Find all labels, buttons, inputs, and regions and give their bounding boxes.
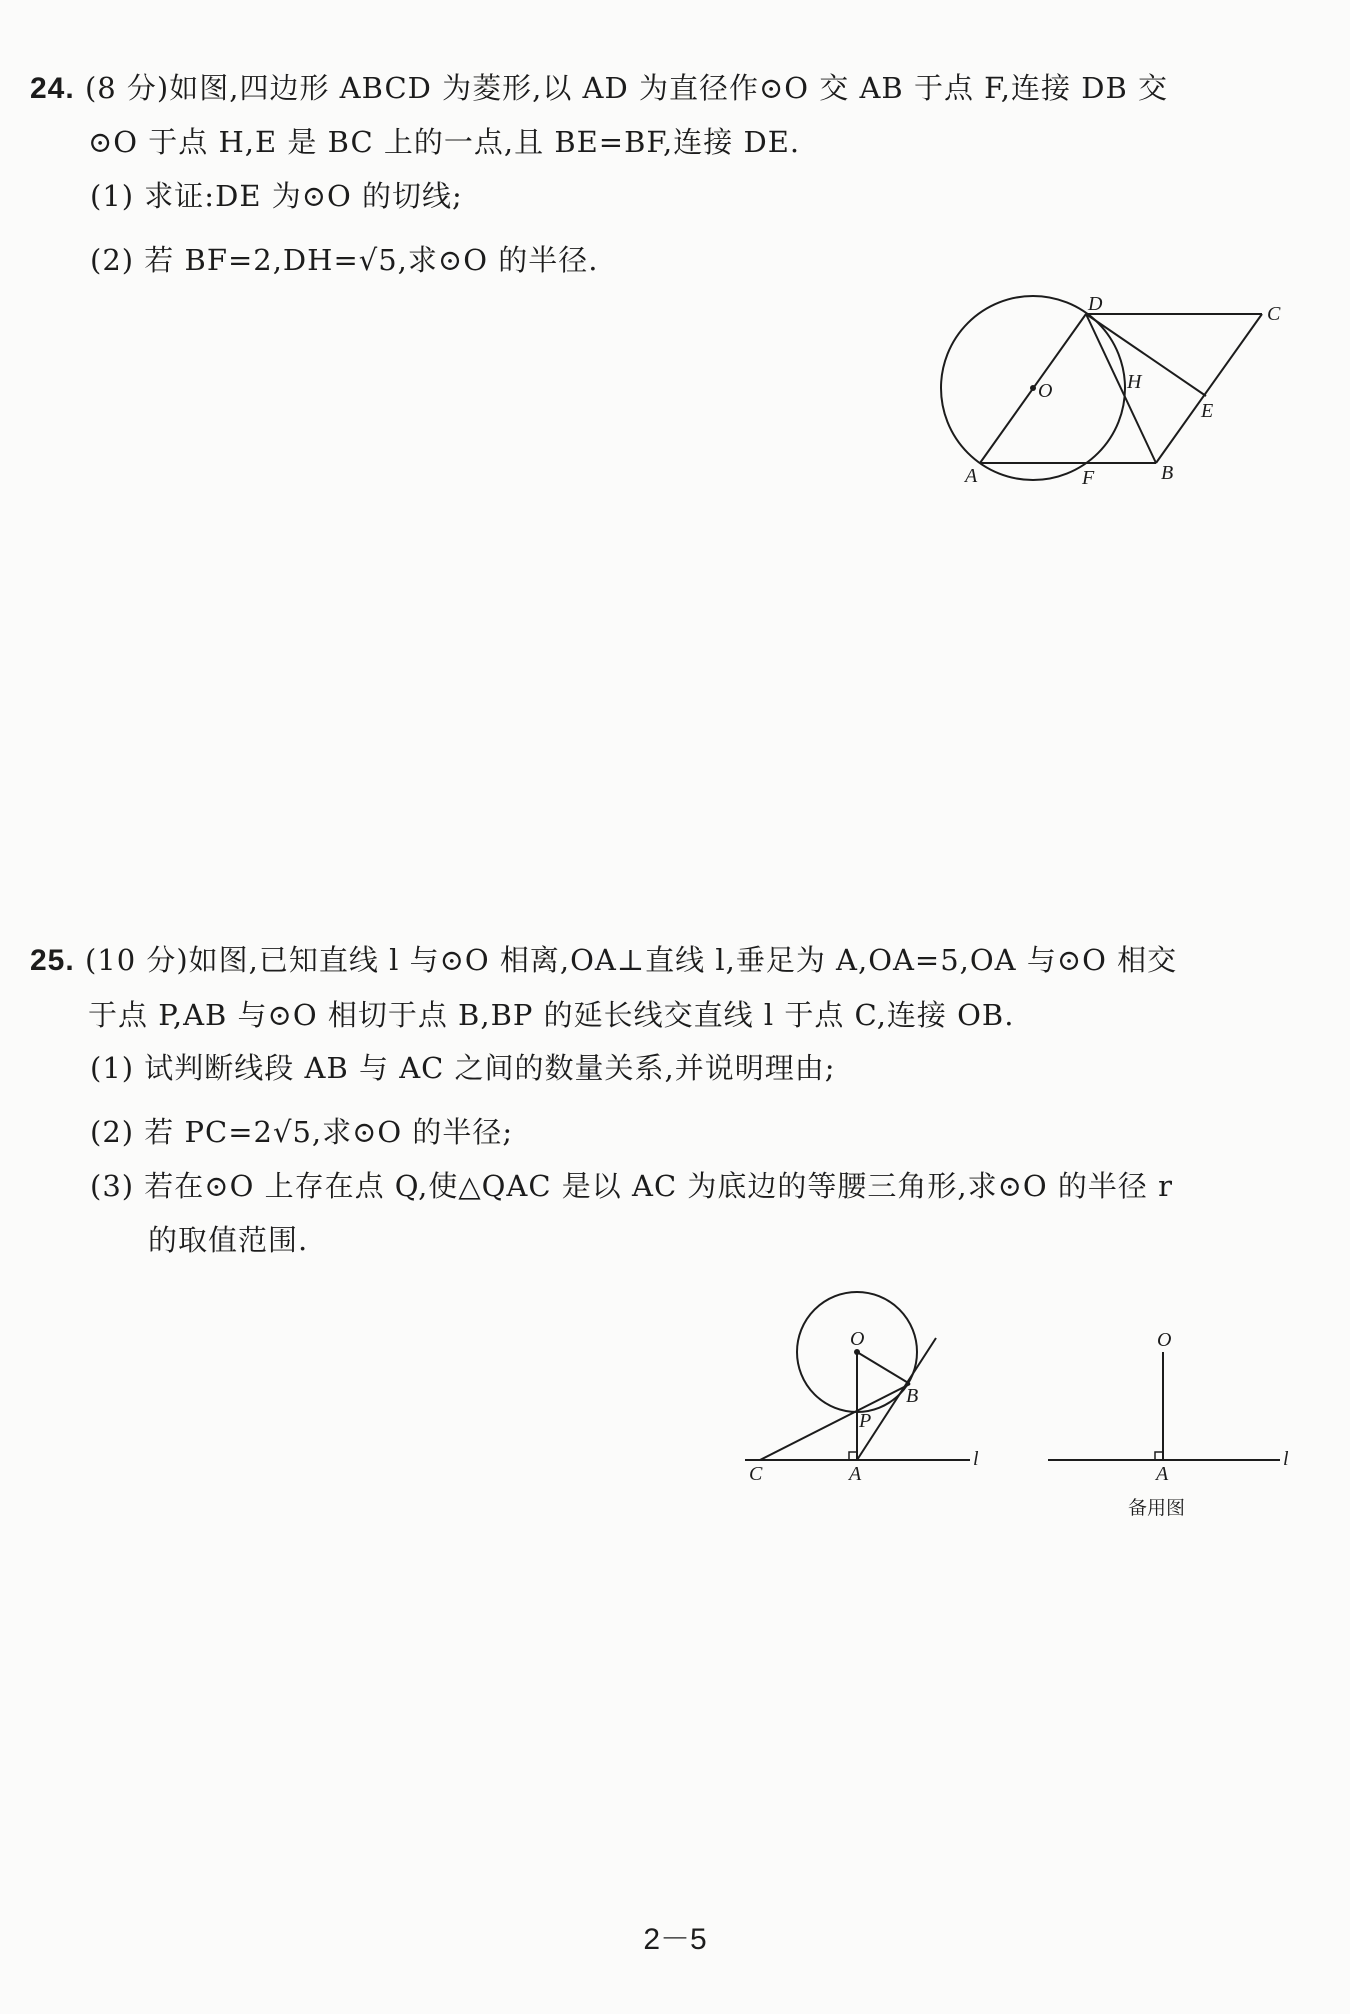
q24-point-O [1030, 385, 1036, 391]
q25-backup-caption: 备用图 [1128, 1497, 1186, 1519]
q25-backup-label-A: A [1156, 1463, 1169, 1485]
q25-text-1: (10 分)如图,已知直线 l 与⊙O 相离,OA⊥直线 l,垂足为 A,OA=5,OA 与⊙O 相交 [84, 943, 1178, 977]
q25-backup-label-l: l [1283, 1448, 1289, 1470]
q25-backup-right-angle-mark [1155, 1452, 1163, 1460]
q24-label-F: F [1082, 467, 1095, 489]
q25-number: 25. [30, 944, 75, 977]
q25-backup-label-O: O [1157, 1329, 1172, 1351]
q24-label-C: C [1267, 303, 1281, 325]
q24-line-2: ⊙O 于点 H,E 是 BC 上的一点,且 BE=BF,连接 DE. [88, 125, 801, 159]
q24-label-E: E [1201, 400, 1214, 422]
q25-part-3-line-2: 的取值范围. [148, 1223, 309, 1257]
q25-part-1: (1) 试判断线段 AB 与 AC 之间的数量关系,并说明理由; [90, 1051, 836, 1085]
q25-right-angle-mark [849, 1452, 857, 1460]
q24-number: 24. [30, 72, 75, 105]
q24-label-B: B [1161, 462, 1174, 484]
q24-label-A: A [965, 465, 978, 487]
q24-figure [930, 290, 1290, 490]
q25-label-P: P [859, 1410, 872, 1432]
q25-part-3-line-1: (3) 若在⊙O 上存在点 Q,使△QAC 是以 AC 为底边的等腰三角形,求⊙O 的半径 r [90, 1169, 1173, 1203]
q25-segment-CB [760, 1384, 910, 1460]
q25-figure-backup [1040, 1320, 1300, 1530]
q24-segment-CB [1156, 314, 1262, 463]
q25-label-A: A [849, 1463, 862, 1485]
q25-part-2: (2) 若 PC=2√5,求⊙O 的半径; [90, 1115, 514, 1149]
q24-label-O: O [1038, 380, 1053, 402]
q25-line-2: 于点 P,AB 与⊙O 相切于点 B,BP 的延长线交直线 l 于点 C,连接 OB. [88, 998, 1015, 1032]
q25-line-1 [30, 940, 1177, 981]
q24-segment-DE [1086, 314, 1206, 396]
q25-label-O: O [850, 1328, 865, 1350]
q24-part-2: (2) 若 BF=2,DH=√5,求⊙O 的半径. [90, 243, 599, 277]
q25-label-C: C [749, 1463, 763, 1485]
q24-label-H: H [1127, 371, 1142, 393]
q24-segment-DB [1086, 314, 1156, 463]
q24-text-1: (8 分)如图,四边形 ABCD 为菱形,以 AD 为直径作⊙O 交 AB 于点 F,连接 DB 交 [84, 71, 1168, 105]
q25-segment-AB-extended [857, 1338, 936, 1460]
q25-figure-main [735, 1290, 995, 1490]
q24-line-1 [30, 68, 1168, 109]
q25-label-l: l [973, 1448, 979, 1470]
q24-part-1: (1) 求证:DE 为⊙O 的切线; [90, 179, 463, 213]
page-number: 2－5 [643, 1923, 707, 1956]
q24-label-D: D [1088, 293, 1103, 315]
q25-label-B: B [906, 1385, 919, 1407]
q25-segment-OB [857, 1352, 910, 1384]
